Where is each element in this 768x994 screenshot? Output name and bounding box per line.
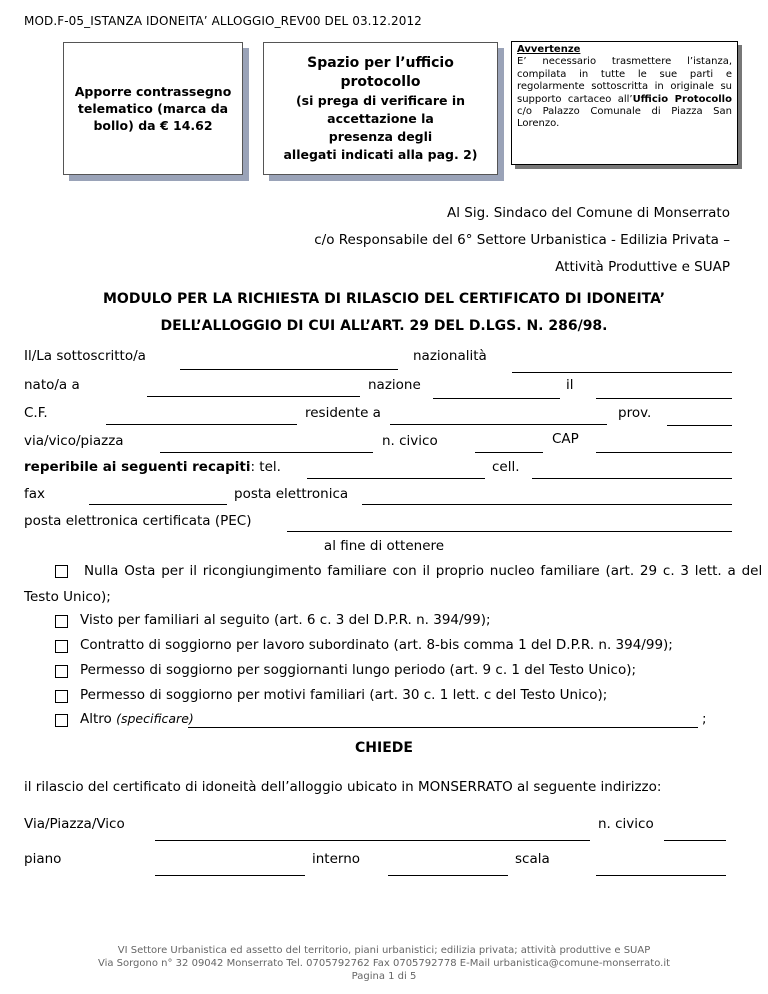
undersigned-field[interactable] (180, 369, 398, 370)
recipient-line-3: Attività Produttive e SUAP (555, 259, 730, 275)
birthdate-field[interactable] (596, 398, 732, 399)
form-title-line-2: DELL’ALLOGGIO DI CUI ALL’ART. 29 DEL D.LGS. N. 286/98. (160, 318, 608, 334)
footer-page-number: Pagina 1 di 5 (351, 971, 417, 982)
option-nulla-osta-label: Nulla Osta per il ricongiungimento familiare con il proprio nucleo familiare (art. 29 c. 3 lett. a del (84, 563, 763, 579)
birthplace-field[interactable] (147, 396, 360, 397)
document-code: MOD.F-05_ISTANZA IDONEITA’ ALLOGGIO_REV00 DEL 03.12.2012 (24, 14, 422, 28)
stair-field[interactable] (596, 875, 726, 876)
option-altro-checkbox[interactable] (55, 714, 68, 727)
prov-field[interactable] (667, 425, 732, 426)
option-contratto-label: Contratto di soggiorno per lavoro subordinato (art. 8-bis comma 1 del D.P.R. n. 394/99); (80, 637, 673, 653)
footer-line-1: VI Settore Urbanistica ed assetto del territorio, piani urbanistici; edilizia privata; attività produttive e SUAP (117, 945, 651, 956)
nation-field[interactable] (433, 398, 560, 399)
option-visto-checkbox[interactable] (55, 615, 68, 628)
label-cf: C.F. (24, 405, 48, 421)
civic-field[interactable] (475, 452, 543, 453)
warning-title: Avvertenze (517, 44, 581, 55)
nationality-field[interactable] (512, 372, 732, 373)
label-undersigned: Il/La sottoscritto/a (24, 348, 146, 364)
label-request-civic: n. civico (598, 816, 654, 832)
label-pec: posta elettronica certificata (PEC) (24, 513, 252, 529)
interior-field[interactable] (388, 875, 508, 876)
option-contratto-checkbox[interactable] (55, 640, 68, 653)
label-cell: cell. (492, 459, 520, 475)
residence-field[interactable] (390, 424, 607, 425)
request-civic-field[interactable] (664, 840, 726, 841)
recipient-line-1: Al Sig. Sindaco del Comune di Monserrato (446, 205, 730, 221)
request-text: il rilascio del certificato di idoneità dell’alloggio ubicato in MONSERRATO al seguente indirizzo: (24, 779, 662, 795)
form-title-line-1: MODULO PER LA RICHIESTA DI RILASCIO DEL CERTIFICATO DI IDONEITA’ (102, 291, 666, 307)
request-title: CHIEDE (355, 740, 413, 756)
warning-box (511, 41, 738, 165)
stamp-box (63, 42, 243, 175)
label-nationality: nazionalità (413, 348, 487, 364)
cell-field[interactable] (532, 478, 732, 479)
label-resident: residente a (305, 405, 381, 421)
recipient-line-2: c/o Responsabile del 6° Settore Urbanistica - Edilizia Privata – (314, 232, 730, 248)
option-nulla-osta-label-cont: Testo Unico); (24, 589, 111, 605)
option-altro-label: Altro (specificare) (80, 711, 194, 727)
label-stair: scala (515, 851, 550, 867)
label-floor: piano (24, 851, 62, 867)
street-field[interactable] (160, 452, 373, 453)
option-altro-field[interactable] (188, 727, 698, 728)
label-email: posta elettronica (234, 486, 349, 502)
cf-field[interactable] (106, 424, 297, 425)
protocol-box-title: Spazio per l’ufficio protocollo (307, 54, 454, 90)
label-nation: nazione (368, 377, 421, 393)
label-born: nato/a a (24, 377, 80, 393)
label-birthdate: il (566, 377, 574, 393)
floor-field[interactable] (155, 875, 305, 876)
label-cap: CAP (552, 431, 579, 447)
option-altro-end: ; (702, 711, 707, 727)
warning-text: E’ necessario trasmettere l’istanza, compilata in tutte le sue parti e regolarmente sottoscritta in originale su supporto cartaceo all’Ufficio Protocollo c/o Palazzo Comunale di Piazza San Lorenzo. (517, 56, 732, 130)
pec-field[interactable] (287, 531, 732, 532)
purpose-text: al fine di ottenere (323, 538, 445, 554)
option-motivi-familiari-label: Permesso di soggiorno per motivi familiari (art. 30 c. 1 lett. c del Testo Unico); (80, 687, 608, 703)
protocol-box-note: (si prega di verificare in accettazione la presenza degli (295, 92, 466, 144)
tel-field[interactable] (307, 478, 485, 479)
label-street: via/vico/piazza (24, 433, 124, 449)
request-street-field[interactable] (155, 840, 590, 841)
label-request-street: Via/Piazza/Vico (24, 816, 125, 832)
label-prov: prov. (618, 405, 652, 421)
label-interior: interno (312, 851, 361, 867)
protocol-box (263, 42, 498, 175)
email-field[interactable] (362, 504, 732, 505)
footer-line-2: Via Sorgono n° 32 09042 Monserrato Tel. 0705792762 Fax 0705792778 E-Mail urbanistica@comune-monserrato.it (97, 958, 671, 969)
label-contacts: reperibile ai seguenti recapiti: tel. (24, 459, 281, 475)
cap-field[interactable] (596, 452, 732, 453)
stamp-box-text: Apporre contrassegno telematico (marca da bollo) da € 14.62 (74, 84, 232, 133)
fax-field[interactable] (89, 504, 227, 505)
label-civic: n. civico (382, 433, 438, 449)
option-visto-label: Visto per familiari al seguito (art. 6 c. 3 del D.P.R. n. 394/99); (80, 612, 491, 628)
protocol-box-note2: allegati indicati alla pag. 2) (283, 146, 478, 162)
label-fax: fax (24, 486, 46, 502)
option-lungo-periodo-label: Permesso di soggiorno per soggiornanti lungo periodo (art. 9 c. 1 del Testo Unico); (80, 662, 637, 678)
option-nulla-osta-checkbox[interactable] (55, 565, 68, 578)
option-motivi-familiari-checkbox[interactable] (55, 690, 68, 703)
option-lungo-periodo-checkbox[interactable] (55, 665, 68, 678)
